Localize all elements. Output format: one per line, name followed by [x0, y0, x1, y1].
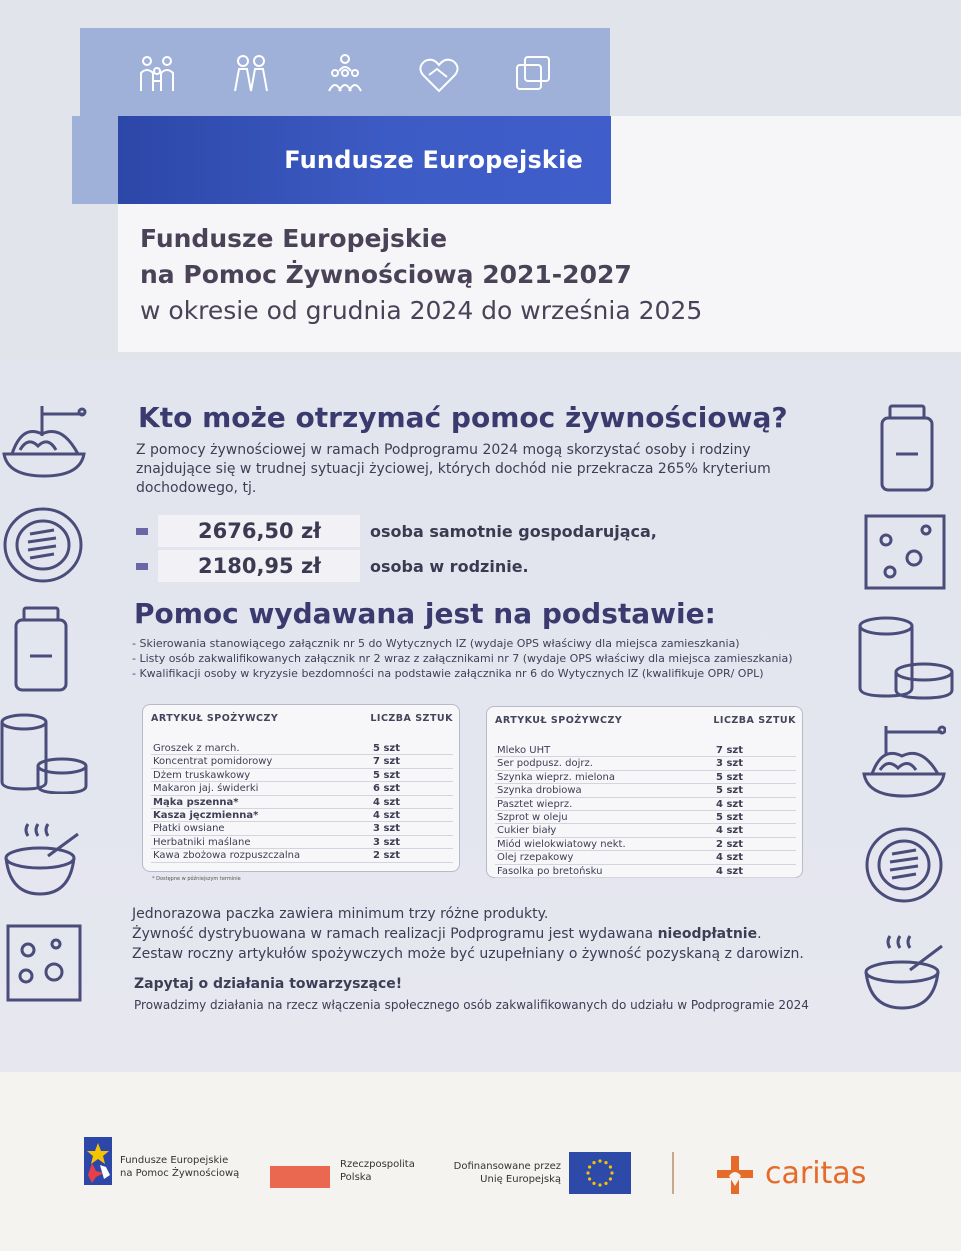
cheese-icon	[864, 514, 946, 590]
table-row	[151, 742, 453, 755]
product-qty: 6 szt	[373, 783, 400, 795]
table-header	[151, 713, 453, 724]
amount-value: 2676,50 zł	[158, 515, 360, 547]
heading-line-2: na Pomoc Żywnościową 2021-2027	[140, 260, 632, 289]
product-name: Cukier biały	[497, 825, 557, 837]
eligibility-title: Kto może otrzymać pomoc żywnościową?	[138, 401, 788, 434]
cans-icon	[858, 616, 954, 700]
ask-subtext: Prowadzimy działania na rzecz włączenia społecznego osób zakwalifikowanych do udziału w Podprogramie 2024	[134, 998, 809, 1012]
table-row	[495, 824, 796, 837]
closing-text	[132, 904, 804, 964]
table-row	[151, 836, 453, 849]
product-name: Dżem truskawkowy	[153, 769, 251, 781]
table-row	[495, 865, 796, 878]
product-qty: 3 szt	[716, 758, 743, 770]
product-name: Fasolka po bretońsku	[497, 865, 603, 877]
rp-logo-text	[340, 1158, 415, 1184]
jar-icon	[14, 606, 68, 692]
table-row	[151, 849, 453, 862]
product-name: Pasztet wieprz.	[497, 798, 573, 810]
product-qty: 2 szt	[373, 850, 400, 862]
plate-icon	[864, 826, 944, 904]
footer-divider	[672, 1152, 674, 1194]
header-white-corner	[611, 116, 961, 206]
table-row	[151, 809, 453, 822]
bullet-marker	[136, 528, 148, 535]
table-row	[495, 838, 796, 851]
product-name: Kasza jęczmienna*	[153, 809, 259, 821]
eu-funds-banner	[118, 116, 611, 204]
product-qty: 5 szt	[716, 771, 743, 783]
product-name: Mleko UHT	[497, 745, 551, 756]
cans-icon	[0, 712, 88, 794]
product-qty: 4 szt	[373, 796, 400, 808]
bullet-marker	[136, 563, 148, 570]
table-row	[495, 757, 796, 770]
product-name: Mąka pszenna*	[153, 796, 239, 808]
heart-hands-icon	[417, 51, 461, 95]
amount-label: osoba samotnie gospodarująca,	[370, 521, 657, 541]
table-row	[151, 769, 453, 782]
eligibility-intro: Z pomocy żywnościowej w ramach Podprogramu 2024 mogą skorzystać osoby i rodziny znajdujące się w trudnej sytuacji życiowej, których dochód nie przekracza 265% kryterium dochodowego, tj.	[136, 442, 771, 496]
spaghetti-icon	[862, 722, 946, 800]
products-table-left	[142, 704, 460, 872]
product-qty: 4 szt	[716, 852, 743, 864]
heading-line-1: Fundusze Europejskie	[140, 224, 448, 253]
product-qty: 5 szt	[716, 811, 743, 823]
documents-icon	[511, 51, 555, 95]
product-name: Miód wielokwiatowy nekt.	[497, 838, 626, 850]
top-icon-bar	[80, 28, 610, 118]
product-qty: 3 szt	[373, 836, 400, 848]
table-row	[151, 822, 453, 835]
product-qty: 3 szt	[373, 823, 400, 835]
basis-item: - Listy osób zakwalifikowanych załącznik nr 2 wraz z załącznikami nr 7 (wydaje OPS właściwy dla miejsca zamieszkania)	[132, 651, 793, 666]
product-qty: 5 szt	[716, 785, 743, 797]
caritas-wordmark: caritas	[765, 1156, 867, 1191]
table-row	[495, 771, 796, 784]
eu-logo-line-1: Dofinansowane przez	[453, 1161, 561, 1172]
table-header	[495, 715, 796, 726]
eu-flag-icon	[569, 1152, 631, 1194]
banner-left-strip	[72, 116, 118, 204]
col-product-header: ARTYKUŁ SPOŻYWCZY	[151, 713, 279, 724]
amount-row-single	[136, 515, 657, 547]
table-row	[495, 744, 796, 757]
table-body	[495, 744, 796, 878]
basis-item: - Skierowania stanowiącego załącznik nr 5 do Wytycznych IZ (wydaje OPS właściwy dla miejsca zamieszkania)	[132, 636, 793, 651]
col-qty-header: LICZBA SZTUK	[370, 713, 453, 724]
product-qty: 4 szt	[716, 825, 743, 837]
soup-bowl-icon	[862, 934, 946, 1010]
product-name: Koncentrat pomidorowy	[153, 756, 273, 768]
col-qty-header: LICZBA SZTUK	[713, 715, 796, 726]
family-icon	[135, 51, 179, 95]
product-name: Ser podpusz. dojrz.	[497, 758, 593, 770]
table-body	[151, 742, 453, 863]
table-row	[151, 782, 453, 795]
table-row	[495, 784, 796, 797]
caritas-logo-icon	[714, 1154, 756, 1196]
jar-icon	[880, 404, 934, 492]
product-qty: 7 szt	[716, 745, 743, 756]
rp-logo-line-2: Polska	[340, 1172, 372, 1183]
table-row	[151, 755, 453, 768]
product-name: Szynka wieprz. mielona	[497, 771, 615, 783]
free-of-charge-text: nieodpłatnie	[657, 926, 758, 942]
closing-line-3: Zestaw roczny artykułów spożywczych może być uzupełniany o żywność pozyskaną z darowizn.	[132, 946, 804, 962]
banner-title: Fundusze Europejskie	[284, 146, 583, 174]
amount-label: osoba w rodzinie.	[370, 556, 529, 576]
eu-logo-line-2: Unię Europejską	[480, 1174, 561, 1185]
rp-logo-line-1: Rzeczpospolita	[340, 1159, 415, 1170]
closing-line-2-text: Żywność dystrybuowana w ramach realizacji Podprogramu jest wydawana	[132, 926, 658, 942]
people-icon	[229, 51, 273, 95]
product-name: Szynka drobiowa	[497, 785, 582, 797]
poland-flag-icon	[270, 1166, 330, 1188]
fe-logo-line-1: Fundusze Europejskie	[120, 1155, 229, 1166]
product-qty: 4 szt	[716, 798, 743, 810]
basis-list	[132, 636, 793, 681]
product-name: Makaron jaj. świderki	[153, 783, 259, 795]
table-row	[151, 796, 453, 809]
soup-bowl-icon	[2, 822, 84, 896]
group-icon	[323, 51, 367, 95]
cheese-icon	[6, 924, 82, 1002]
product-qty: 5 szt	[373, 743, 400, 754]
basis-item: - Kwalifikacji osoby w kryzysie bezdomności na podstawie załącznika nr 6 do Wytycznych IZ (kwalifikuje OPR/ OPL)	[132, 666, 793, 681]
product-qty: 2 szt	[716, 838, 743, 850]
plate-icon	[2, 506, 84, 584]
product-qty: 5 szt	[373, 769, 400, 781]
product-name: Szprot w oleju	[497, 811, 568, 823]
basis-title: Pomoc wydawana jest na podstawie:	[134, 597, 716, 630]
table-row	[495, 811, 796, 824]
product-qty: 7 szt	[373, 756, 400, 768]
products-table-right	[486, 706, 803, 878]
product-qty: 4 szt	[373, 809, 400, 821]
closing-line-2	[132, 924, 804, 944]
eu-logo-text	[445, 1160, 561, 1186]
closing-line-2-end: .	[757, 926, 762, 942]
fe-logo-line-2: na Pomoc Żywnościową	[120, 1168, 240, 1179]
table-row	[495, 851, 796, 864]
ask-heading: Zapytaj o działania towarzyszące!	[134, 976, 403, 992]
product-name: Płatki owsiane	[153, 823, 225, 835]
spaghetti-icon	[2, 400, 88, 480]
product-name: Olej rzepakowy	[497, 852, 574, 864]
product-name: Herbatniki maślane	[153, 836, 251, 848]
table-row	[495, 798, 796, 811]
heading-line-3: w okresie od grudnia 2024 do września 2025	[140, 296, 703, 325]
product-qty: 4 szt	[716, 865, 743, 877]
fe-logo-text	[120, 1154, 239, 1180]
table-footnote: * Dostępne w późniejszym terminie	[152, 876, 241, 882]
product-name: Kawa zbożowa rozpuszczalna	[153, 850, 301, 862]
product-name: Groszek z march.	[153, 743, 240, 754]
closing-line-1: Jednorazowa paczka zawiera minimum trzy różne produkty.	[132, 906, 549, 922]
fe-star-logo-icon	[84, 1137, 112, 1185]
amount-value: 2180,95 zł	[158, 550, 360, 582]
amount-row-family	[136, 550, 529, 582]
col-product-header: ARTYKUŁ SPOŻYWCZY	[495, 715, 623, 726]
